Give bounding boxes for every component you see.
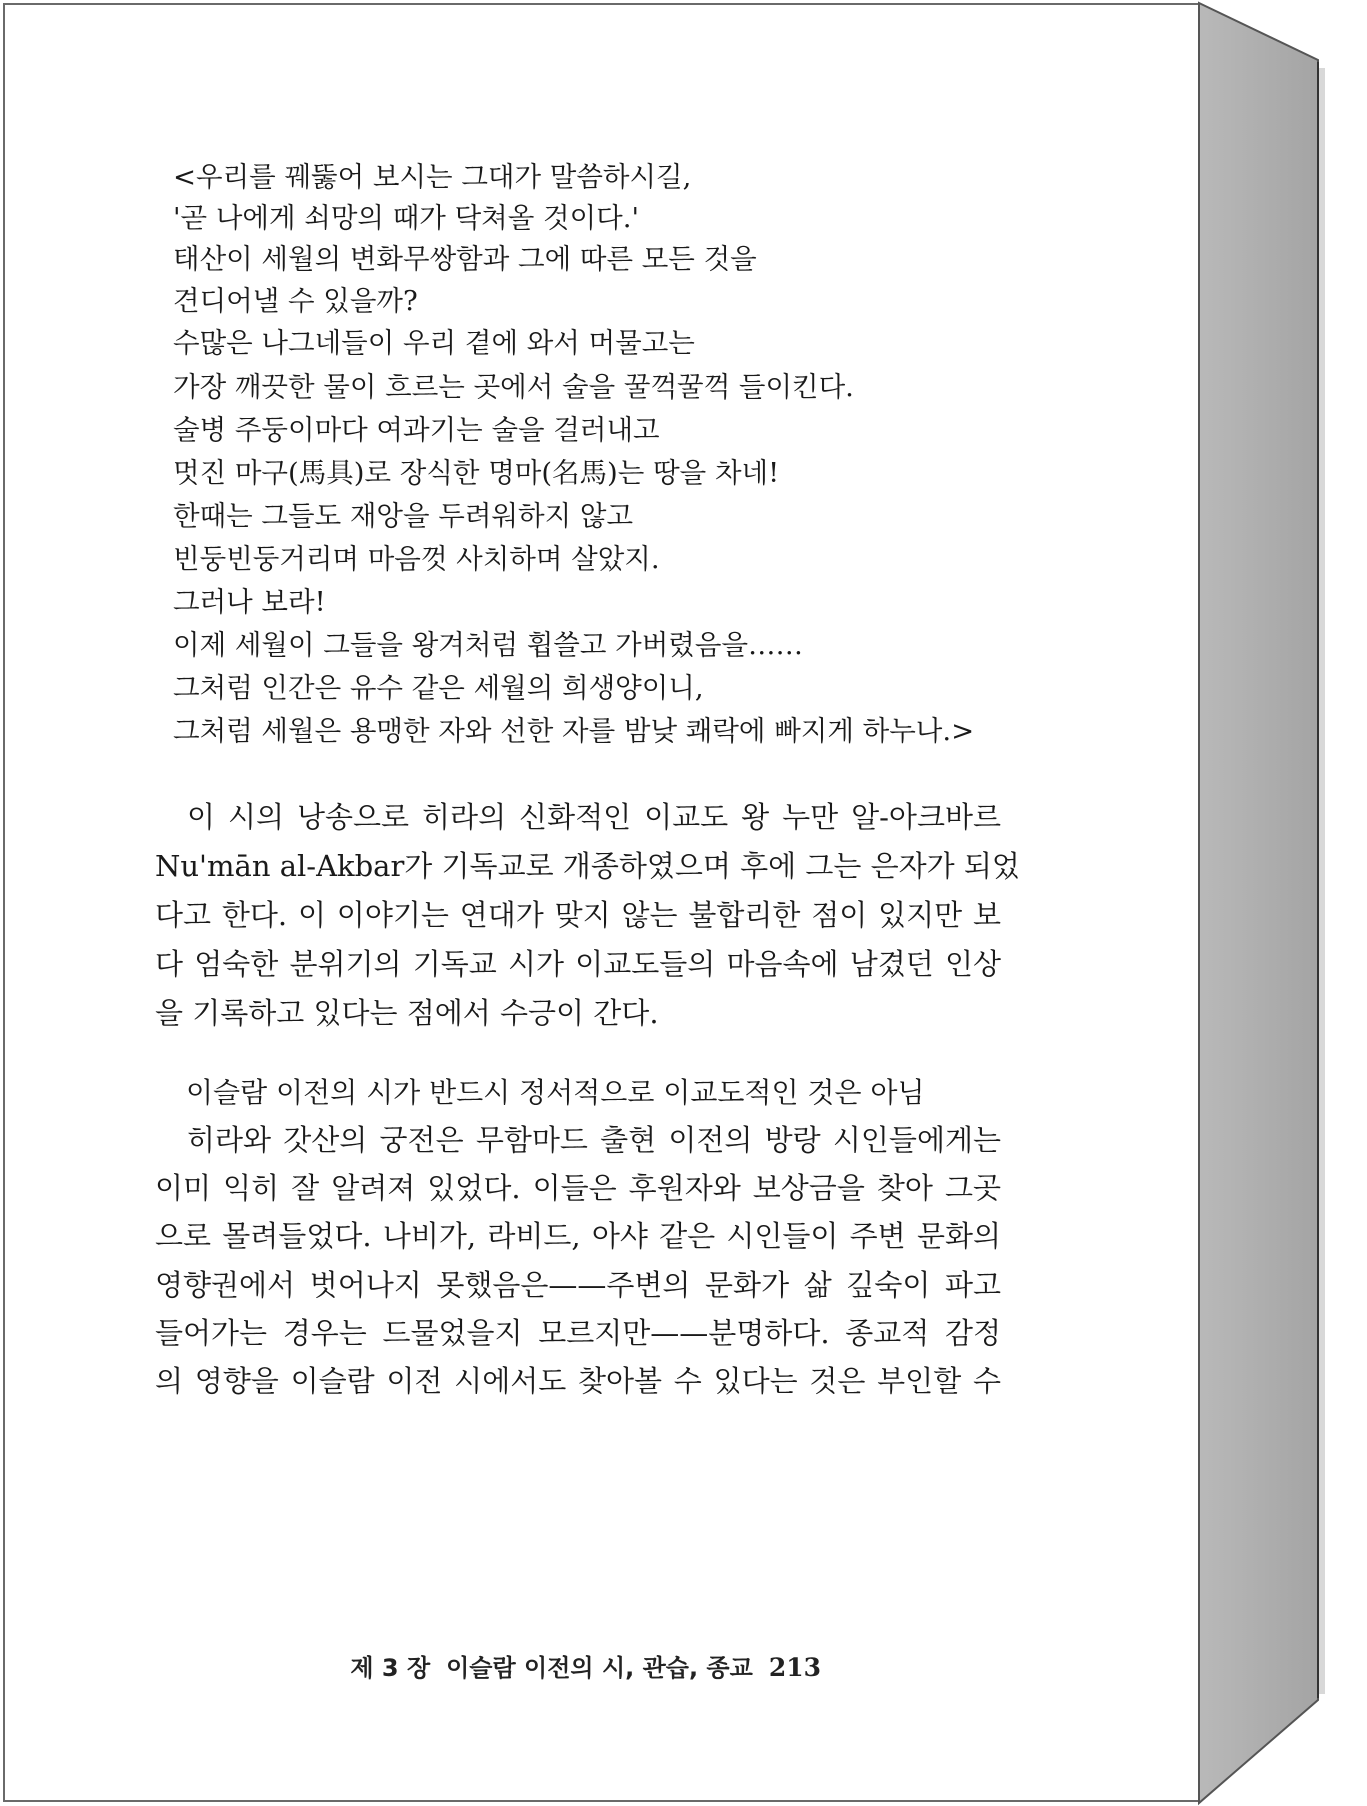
book-page [3,3,1200,1802]
poem-line: <우리를 꿰뚫어 보시는 그대가 말씀하시길, [173,161,692,193]
poem-line: '곧 나에게 쇠망의 때가 닥쳐올 것이다.' [173,202,640,234]
footer-chapter-title: 이슬람 이전의 시, 관습, 종교 [446,1654,753,1682]
poem-line: 멋진 마구(馬具)로 장식한 명마(名馬)는 땅을 차네! [173,457,780,489]
section-heading: 이슬람 이전의 시가 반드시 정서적으로 이교도적인 것은 아님 [186,1076,925,1109]
poem-line: 한때는 그들도 재앙을 두려워하지 않고 [173,500,634,532]
poem-line: 그처럼 세월은 용맹한 자와 선한 자를 밤낮 쾌락에 빠지게 하누나.> [173,715,975,747]
paragraph-line: 영향권에서 벗어나지 못했음은——주변의 문화가 삶 깊숙이 파고 [155,1268,1001,1302]
paragraph-line: 히라와 갓산의 궁전은 무함마드 출현 이전의 방랑 시인들에게는 [187,1123,1001,1157]
paragraph-line: 다고 한다. 이 이야기는 연대가 맞지 않는 불합리한 점이 있지만 보 [155,898,1001,932]
paragraph-line: 이 시의 낭송으로 히라의 신화적인 이교도 왕 누만 알-아크바르 [187,800,1001,834]
running-footer [350,1651,821,1685]
poem-line: 술병 주둥이마다 여과기는 술을 걸러내고 [173,414,660,446]
poem-line: 수많은 나그네들이 우리 곁에 와서 머물고는 [173,327,695,359]
poem-line: 이제 세월이 그들을 왕겨처럼 휩쓸고 가버렸음을…… [173,629,804,661]
paragraph-line: 의 영향을 이슬람 이전 시에서도 찾아볼 수 있다는 것은 부인할 수 [155,1364,1001,1398]
paragraph-line: 이미 익히 잘 알려져 있었다. 이들은 후원자와 보상금을 찾아 그곳 [155,1171,1001,1205]
paragraph-line: 들어가는 경우는 드물었을지 모르지만——분명하다. 종교적 감정 [155,1316,1001,1350]
page-number: 213 [768,1653,821,1682]
poem-line: 태산이 세월의 변화무쌍함과 그에 따른 모든 것을 [173,243,757,275]
poem-line: 견디어낼 수 있을까? [173,285,418,317]
poem-line: 빈둥빈둥거리며 마음껏 사치하며 살았지. [173,543,660,575]
paragraph-line: 으로 몰려들었다. 나비가, 라비드, 아샤 같은 시인들이 주변 문화의 [155,1219,1001,1253]
paragraph-line: 다 엄숙한 분위기의 기독교 시가 이교도들의 마음속에 남겼던 인상 [155,947,1001,981]
paragraph-line: Nu'mān al-Akbar가 기독교로 개종하였으며 후에 그는 은자가 되었 [155,849,1020,883]
footer-chapter: 제 3 장 [350,1654,431,1682]
paragraph-line: 을 기록하고 있다는 점에서 수긍이 간다. [155,996,659,1030]
poem-line: 그처럼 인간은 유수 같은 세월의 희생양이니, [173,672,704,704]
poem-line: 그러나 보라! [173,586,326,618]
poem-line: 가장 깨끗한 물이 흐르는 곳에서 술을 꿀꺽꿀꺽 들이킨다. [173,371,854,403]
